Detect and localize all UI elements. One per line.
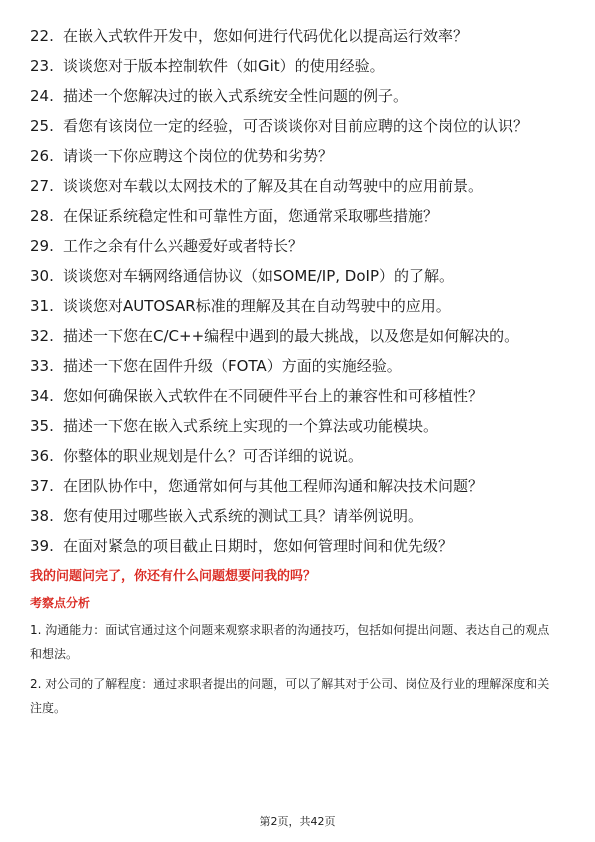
question-item: [30, 146, 555, 167]
question-text: 谈谈您对车辆网络通信协议（如SOME/IP, DoIP）的了解。: [63, 267, 455, 285]
analysis-heading: 考察点分析: [30, 596, 91, 610]
question-list: [30, 26, 555, 557]
question-number: 30.: [30, 267, 54, 285]
question-text: 谈谈您对于版本控制软件（如Git）的使用经验。: [63, 57, 385, 75]
question-number: 35.: [30, 417, 54, 435]
question-item: [30, 356, 555, 377]
question-number: 34.: [30, 387, 54, 405]
question-text: 描述一下您在固件升级（FOTA）方面的实施经验。: [63, 357, 402, 375]
question-number: 27.: [30, 177, 54, 195]
question-text: 描述一下您在嵌入式系统上实现的一个算法或功能模块。: [63, 417, 439, 435]
question-text: 描述一下您在C/C++编程中遇到的最大挑战，以及您是如何解决的。: [63, 327, 520, 345]
question-text: 描述一个您解决过的嵌入式系统安全性问题的例子。: [63, 87, 409, 105]
question-item: [30, 446, 555, 467]
question-number: 23.: [30, 57, 54, 75]
question-number: 22.: [30, 27, 54, 45]
question-item: [30, 26, 555, 47]
question-item: [30, 536, 555, 557]
question-text: 在保证系统稳定性和可靠性方面，您通常采取哪些措施？: [63, 207, 439, 225]
question-number: 37.: [30, 477, 54, 495]
question-number: 36.: [30, 447, 54, 465]
question-text: 在嵌入式软件开发中，您如何进行代码优化以提高运行效率？: [63, 27, 469, 45]
analysis-point: 1. 沟通能力：面试官通过这个问题来观察求职者的沟通技巧，包括如何提出问题、表达自己的观点和想法。: [30, 623, 550, 661]
question-item: [30, 266, 555, 287]
question-number: 31.: [30, 297, 54, 315]
question-number: 33.: [30, 357, 54, 375]
question-number: 26.: [30, 147, 54, 165]
question-text: 工作之余有什么兴趣爱好或者特长？: [63, 237, 304, 255]
question-item: [30, 506, 555, 527]
question-item: [30, 386, 555, 407]
question-text: 在面对紧急的项目截止日期时，您如何管理时间和优先级？: [63, 537, 454, 555]
question-number: 39.: [30, 537, 54, 555]
question-item: [30, 296, 555, 317]
question-item: [30, 86, 555, 107]
question-item: [30, 176, 555, 197]
question-text: 看您有该岗位一定的经验，可否谈谈你对目前应聘的这个岗位的认识？: [63, 117, 529, 135]
question-number: 25.: [30, 117, 54, 135]
question-item: [30, 416, 555, 437]
page-number-footer: 第2页，共42页: [259, 815, 336, 828]
question-number: 38.: [30, 507, 54, 525]
question-text: 您如何确保嵌入式软件在不同硬件平台上的兼容性和可移植性？: [63, 387, 484, 405]
question-text: 谈谈您对AUTOSAR标准的理解及其在自动驾驶中的应用。: [63, 297, 451, 315]
question-number: 32.: [30, 327, 54, 345]
question-item: [30, 206, 555, 227]
analysis-point: 2. 对公司的了解程度：通过求职者提出的问题，可以了解其对于公司、岗位及行业的理解深度和关注度。: [30, 677, 550, 715]
question-item: [30, 236, 555, 257]
question-text: 谈谈您对车载以太网技术的了解及其在自动驾驶中的应用前景。: [63, 177, 484, 195]
question-item: [30, 56, 555, 77]
question-text: 请谈一下你应聘这个岗位的优势和劣势？: [63, 147, 334, 165]
question-number: 28.: [30, 207, 54, 225]
question-item: [30, 476, 555, 497]
question-text: 您有使用过哪些嵌入式系统的测试工具？请举例说明。: [63, 507, 424, 525]
question-number: 24.: [30, 87, 54, 105]
question-text: 在团队协作中，您通常如何与其他工程师沟通和解决技术问题？: [63, 477, 484, 495]
question-number: 29.: [30, 237, 54, 255]
question-text: 你整体的职业规划是什么？可否详细的说说。: [63, 447, 364, 465]
closing-question-title: 我的问题问完了，你还有什么问题想要问我的吗？: [30, 569, 317, 584]
question-item: [30, 326, 555, 347]
question-item: [30, 116, 555, 137]
